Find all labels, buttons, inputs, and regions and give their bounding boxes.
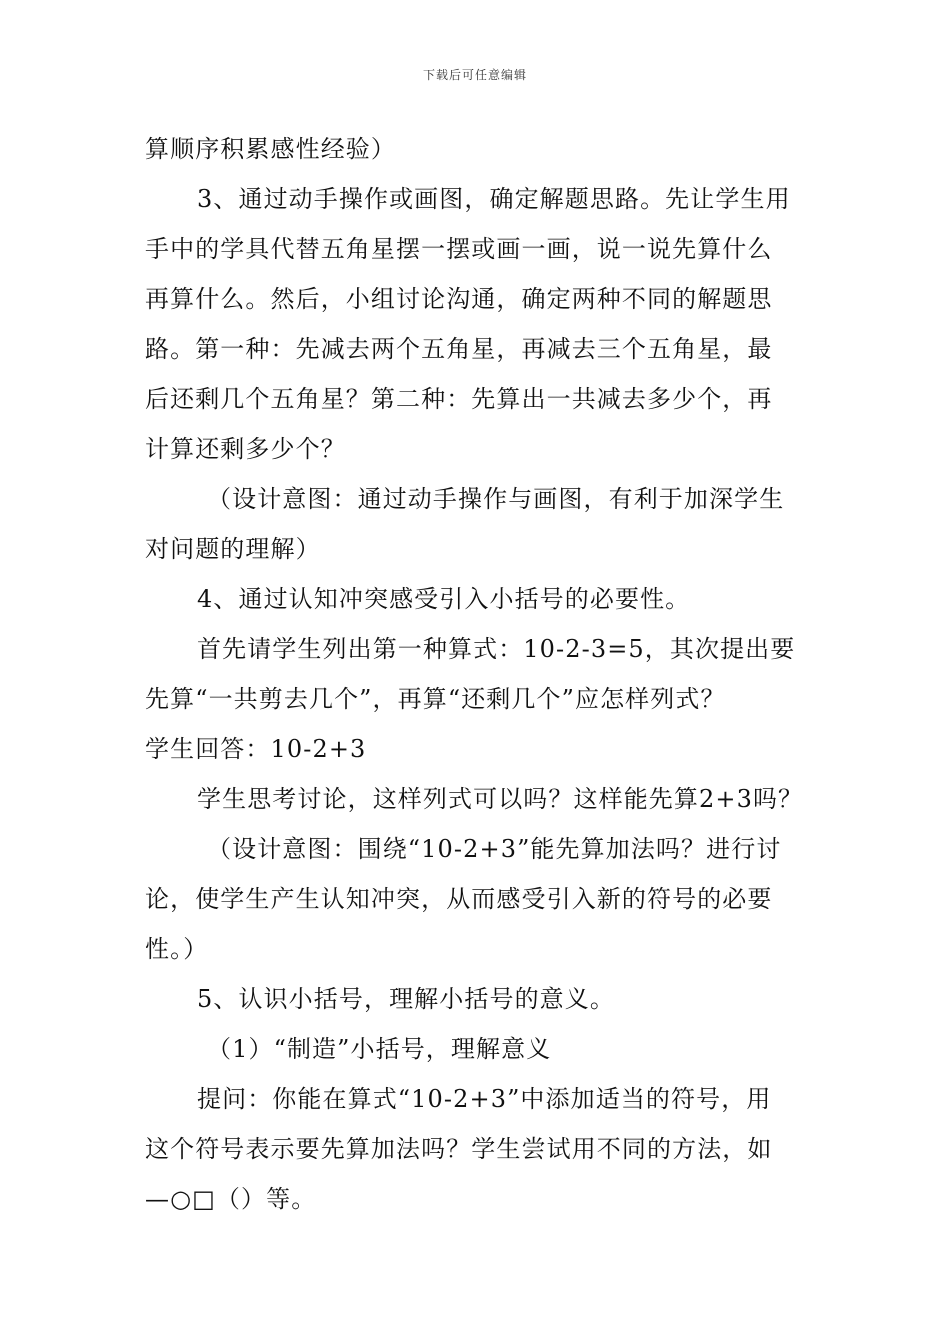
paragraph-line: 首先请学生列出第一种算式：10-2-3=5，其次提出要 bbox=[197, 635, 796, 663]
design-intent-line: （设计意图：通过动手操作与画图，有利于加深学生 bbox=[207, 485, 785, 513]
design-intent-line: 对问题的理解） bbox=[145, 535, 321, 563]
page-header-note: 下载后可任意编辑 bbox=[422, 68, 527, 82]
paragraph-line: 后还剩几个五角星？第二种：先算出一共减去多少个，再 bbox=[145, 385, 773, 413]
paragraph-line: 先算“一共剪去几个”，再算“还剩几个”应怎样列式？ bbox=[145, 685, 726, 713]
paragraph-line: 学生回答：10-2+3 bbox=[145, 735, 367, 763]
paragraph-line: 手中的学具代替五角星摆一摆或画一画，说一说先算什么 bbox=[145, 235, 773, 263]
subsection-heading: （1）“制造”小括号，理解意义 bbox=[207, 1035, 552, 1063]
design-intent-line: 论，使学生产生认知冲突，从而感受引入新的符号的必要 bbox=[145, 885, 773, 913]
section-heading: 5、认识小括号，理解小括号的意义。 bbox=[197, 985, 615, 1013]
paragraph-line: 路。第一种：先减去两个五角星，再减去三个五角星，最 bbox=[145, 335, 773, 363]
design-intent-line: 性。） bbox=[145, 935, 209, 963]
paragraph-line: 这个符号表示要先算加法吗？学生尝试用不同的方法，如 bbox=[145, 1135, 773, 1163]
document-body bbox=[145, 124, 815, 1224]
design-intent-line: （设计意图：围绕“10-2+3”能先算加法吗？进行讨 bbox=[207, 835, 782, 863]
paragraph-line: 3、通过动手操作或画图，确定解题思路。先让学生用 bbox=[197, 185, 791, 213]
paragraph-line: 学生思考讨论，这样列式可以吗？这样能先算2+3吗？ bbox=[197, 785, 804, 813]
paragraph-line: 计算还剩多少个？ bbox=[145, 435, 346, 463]
paragraph-line: —○□（）等。 bbox=[145, 1185, 317, 1213]
paragraph-line: 再算什么。然后，小组讨论沟通，确定两种不同的解题思 bbox=[145, 285, 773, 313]
paragraph-line: 提问：你能在算式“10-2+3”中添加适当的符号，用 bbox=[197, 1085, 772, 1113]
paragraph-line: 算顺序积累感性经验） bbox=[145, 135, 396, 163]
section-heading: 4、通过认知冲突感受引入小括号的必要性。 bbox=[197, 585, 691, 613]
